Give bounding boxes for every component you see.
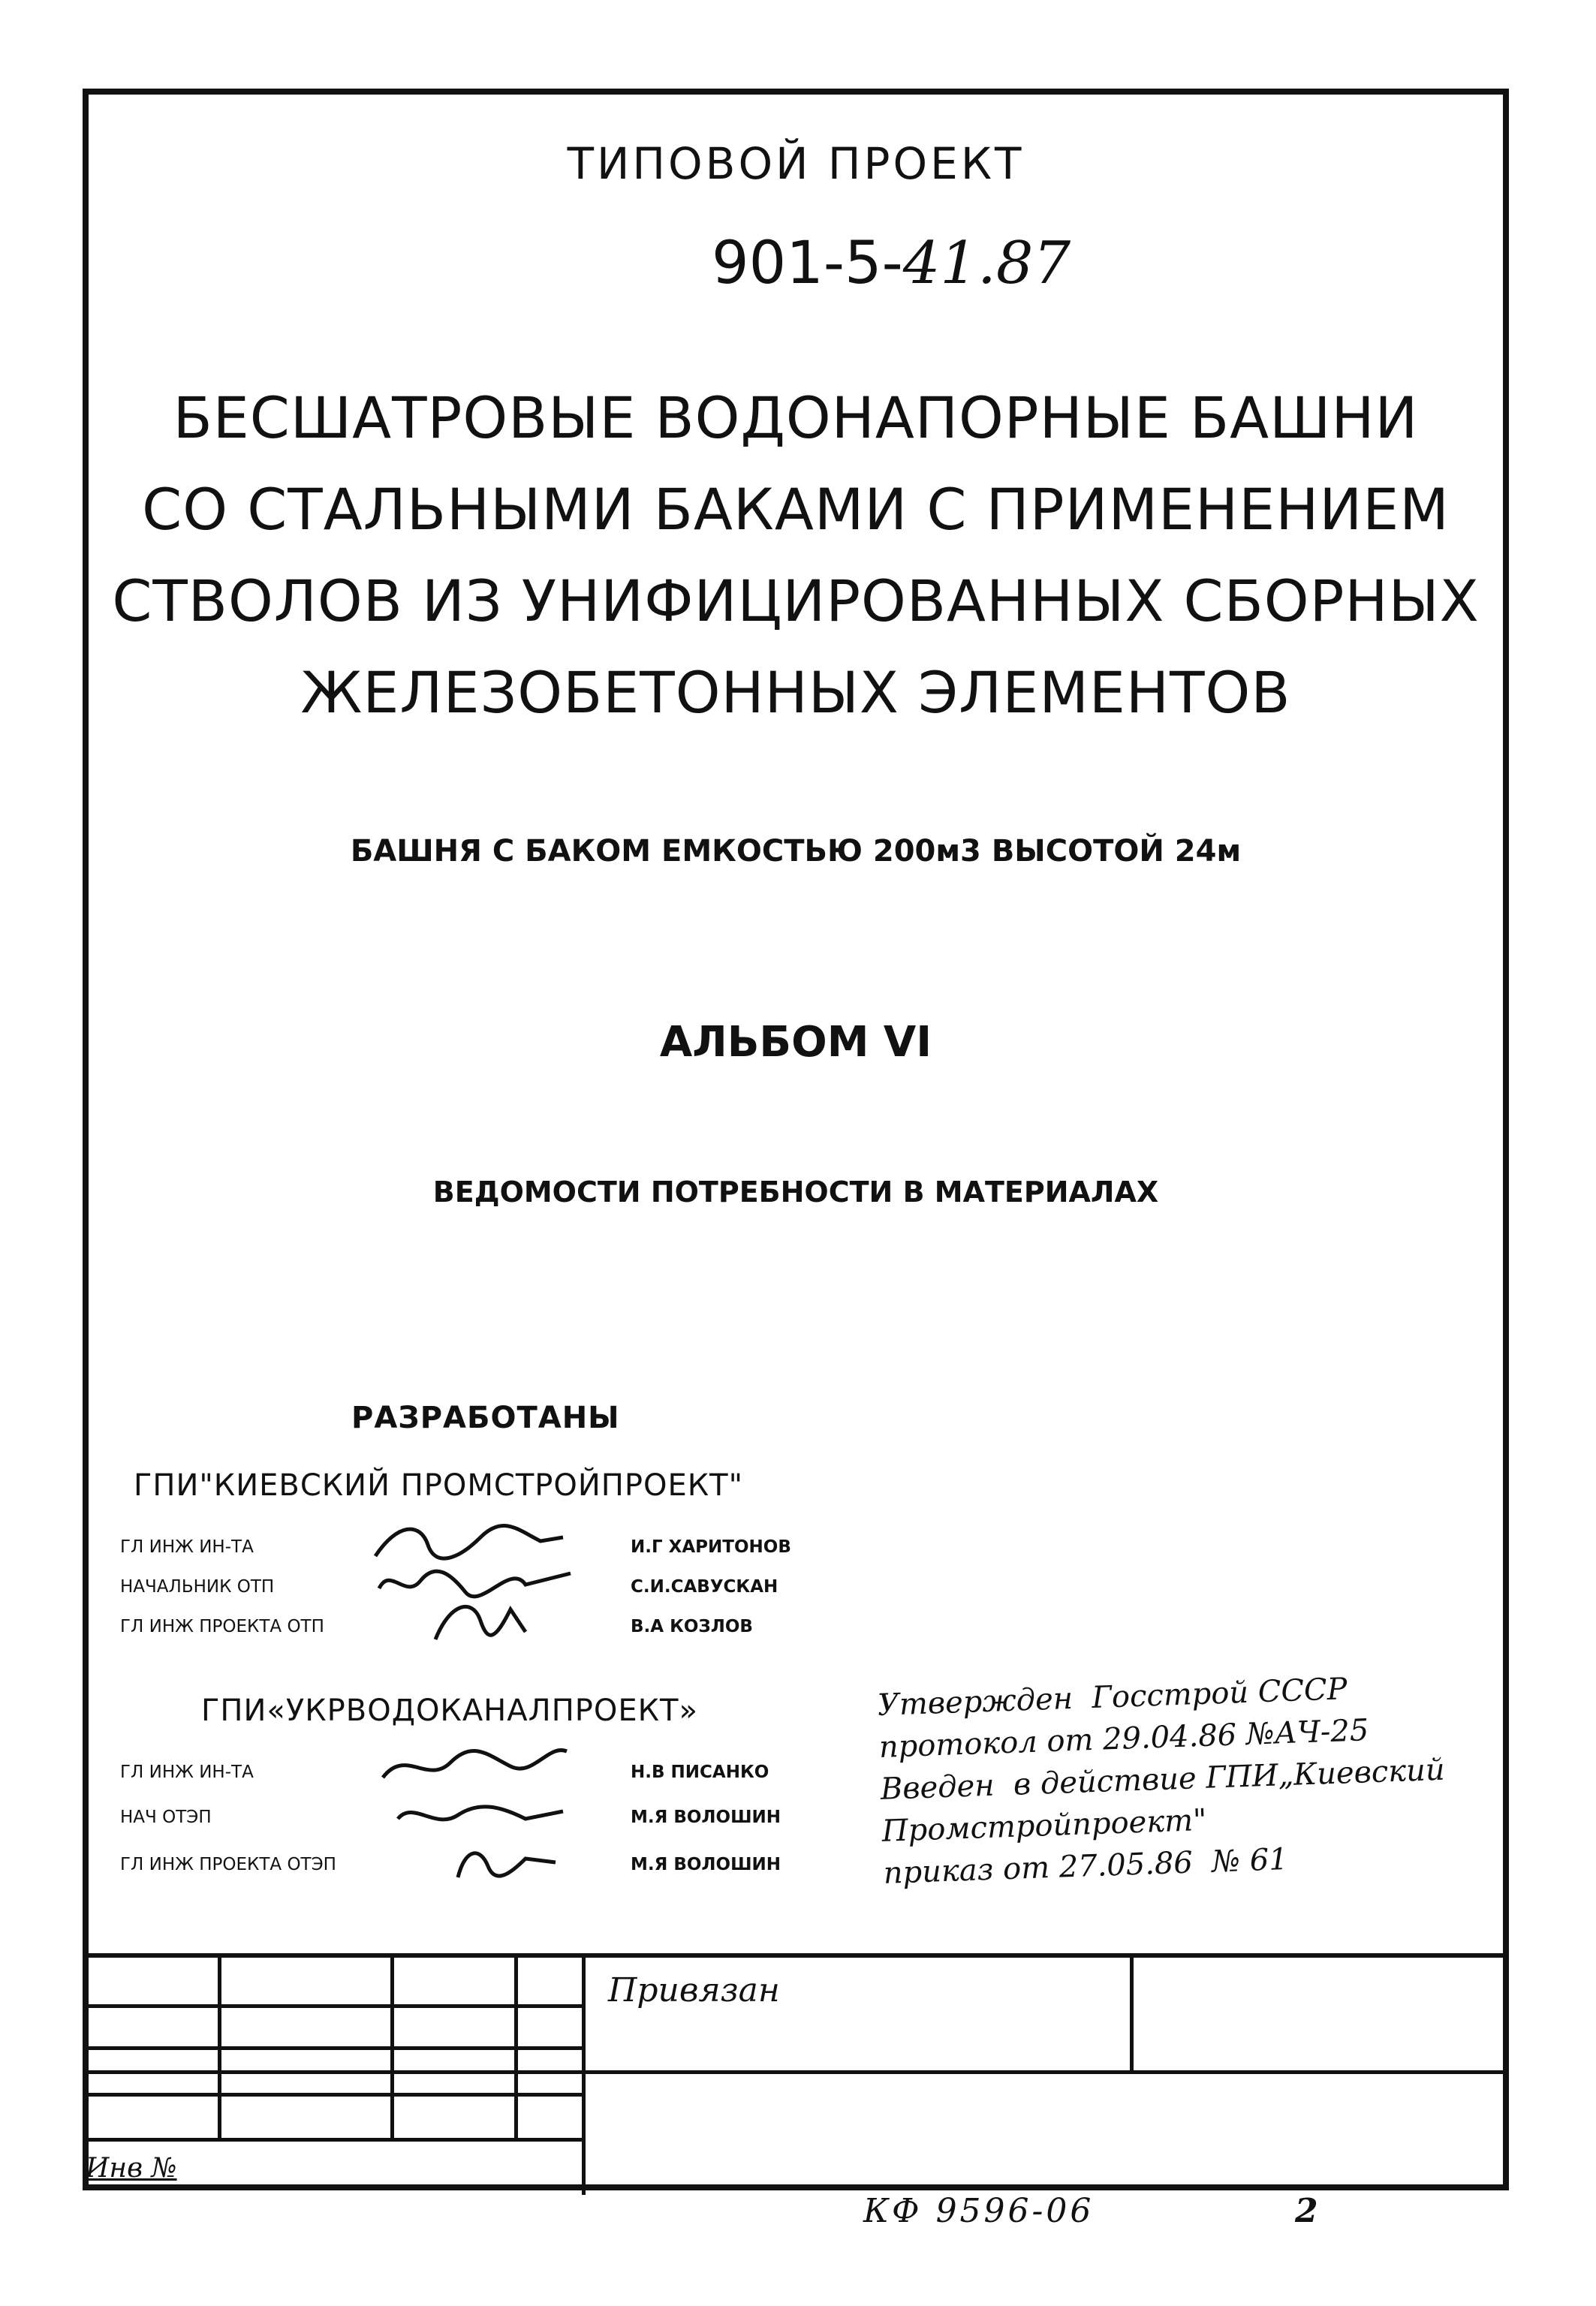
signatory-role: НАЧ ОТЭП xyxy=(120,1808,212,1827)
title-line: СО СТАЛЬНЫМИ БАКАМИ С ПРИМЕНЕНИЕМ xyxy=(142,476,1450,543)
footer-page-number: 2 xyxy=(1295,2192,1318,2230)
signatory-name: М.Я ВОЛОШИН xyxy=(631,1808,781,1827)
stamp-row-line xyxy=(83,2046,582,2050)
signatory-role: НАЧАЛЬНИК ОТП xyxy=(120,1577,275,1597)
document-frame xyxy=(83,89,1509,2190)
stamp-row-line xyxy=(83,2138,582,2142)
signatory-role: ГЛ ИНЖ ПРОЕКТА ОТЭП xyxy=(120,1855,336,1874)
document-title xyxy=(89,372,1503,739)
stamp-row-line xyxy=(83,2093,582,2097)
stamp-divider xyxy=(1130,1958,1134,2070)
signatory-role: ГЛ ИНЖ ИН-ТА xyxy=(120,1763,254,1782)
title-line: ЖЕЛЕЗОБЕТОННЫХ ЭЛЕМЕНТОВ xyxy=(300,659,1291,726)
developed-by-heading: РАЗРАБОТАНЫ xyxy=(351,1401,620,1435)
signatory-role: ГЛ ИНЖ ПРОЕКТА ОТП xyxy=(120,1617,324,1636)
approval-note: Утвержден Госстрой СССР протокол от 29.04.86 №АЧ-25 Введен в действие ГПИ„Киевский Промстройпроект" приказ от 27.05.86 № 61 xyxy=(877,1672,1446,1891)
inventory-number-label: Инв № xyxy=(86,2153,177,2184)
album-contents: ВЕДОМОСТИ ПОТРЕБНОСТИ В МАТЕРИАЛАХ xyxy=(432,1176,1159,1209)
signatory-name: М.Я ВОЛОШИН xyxy=(631,1855,781,1874)
signatory-name: С.И.САВУСКАН xyxy=(631,1577,778,1597)
footer-document-code: КФ 9596-06 xyxy=(863,2192,1095,2230)
album-label: АЛЬБОМ VI xyxy=(659,1018,932,1067)
project-code-handwritten: 41.87 xyxy=(902,230,1071,297)
title-line: БЕСШАТРОВЫЕ ВОДОНАПОРНЫЕ БАШНИ xyxy=(173,384,1419,451)
signatory-name: В.А КОЗЛОВ xyxy=(631,1617,753,1636)
signatory-name: И.Г ХАРИТОНОВ xyxy=(631,1537,791,1557)
signatory-role: ГЛ ИНЖ ИН-ТА xyxy=(120,1537,254,1557)
stamp-block xyxy=(83,1953,1509,2195)
org-2-name: ГПИ«УКРВОДОКАНАЛПРОЕКТ» xyxy=(201,1693,698,1728)
stamp-row-line xyxy=(83,2070,1509,2074)
signature-scribble xyxy=(368,1832,578,1885)
signature-scribble xyxy=(368,1785,578,1838)
tied-to-label: Привязан xyxy=(608,1971,780,2009)
signature-scribble xyxy=(368,1594,578,1647)
project-code xyxy=(712,230,1071,297)
title-line: СТВОЛОВ ИЗ УНИФИЦИРОВАННЫХ СБОРНЫХ xyxy=(112,567,1480,634)
org-1-name: ГПИ"КИЕВСКИЙ ПРОМСТРОЙПРОЕКТ" xyxy=(134,1468,743,1503)
stamp-divider xyxy=(582,1958,586,2195)
document-subtitle: БАШНЯ С БАКОМ ЕМКОСТЬЮ 200м3 ВЫСОТОЙ 24м xyxy=(350,834,1242,869)
stamp-row-line xyxy=(83,2004,582,2008)
signatory-name: Н.В ПИСАНКО xyxy=(631,1763,769,1782)
project-code-printed: 901-5- xyxy=(712,230,903,297)
project-series-label: ТИПОВОЙ ПРОЕКТ xyxy=(567,138,1025,189)
